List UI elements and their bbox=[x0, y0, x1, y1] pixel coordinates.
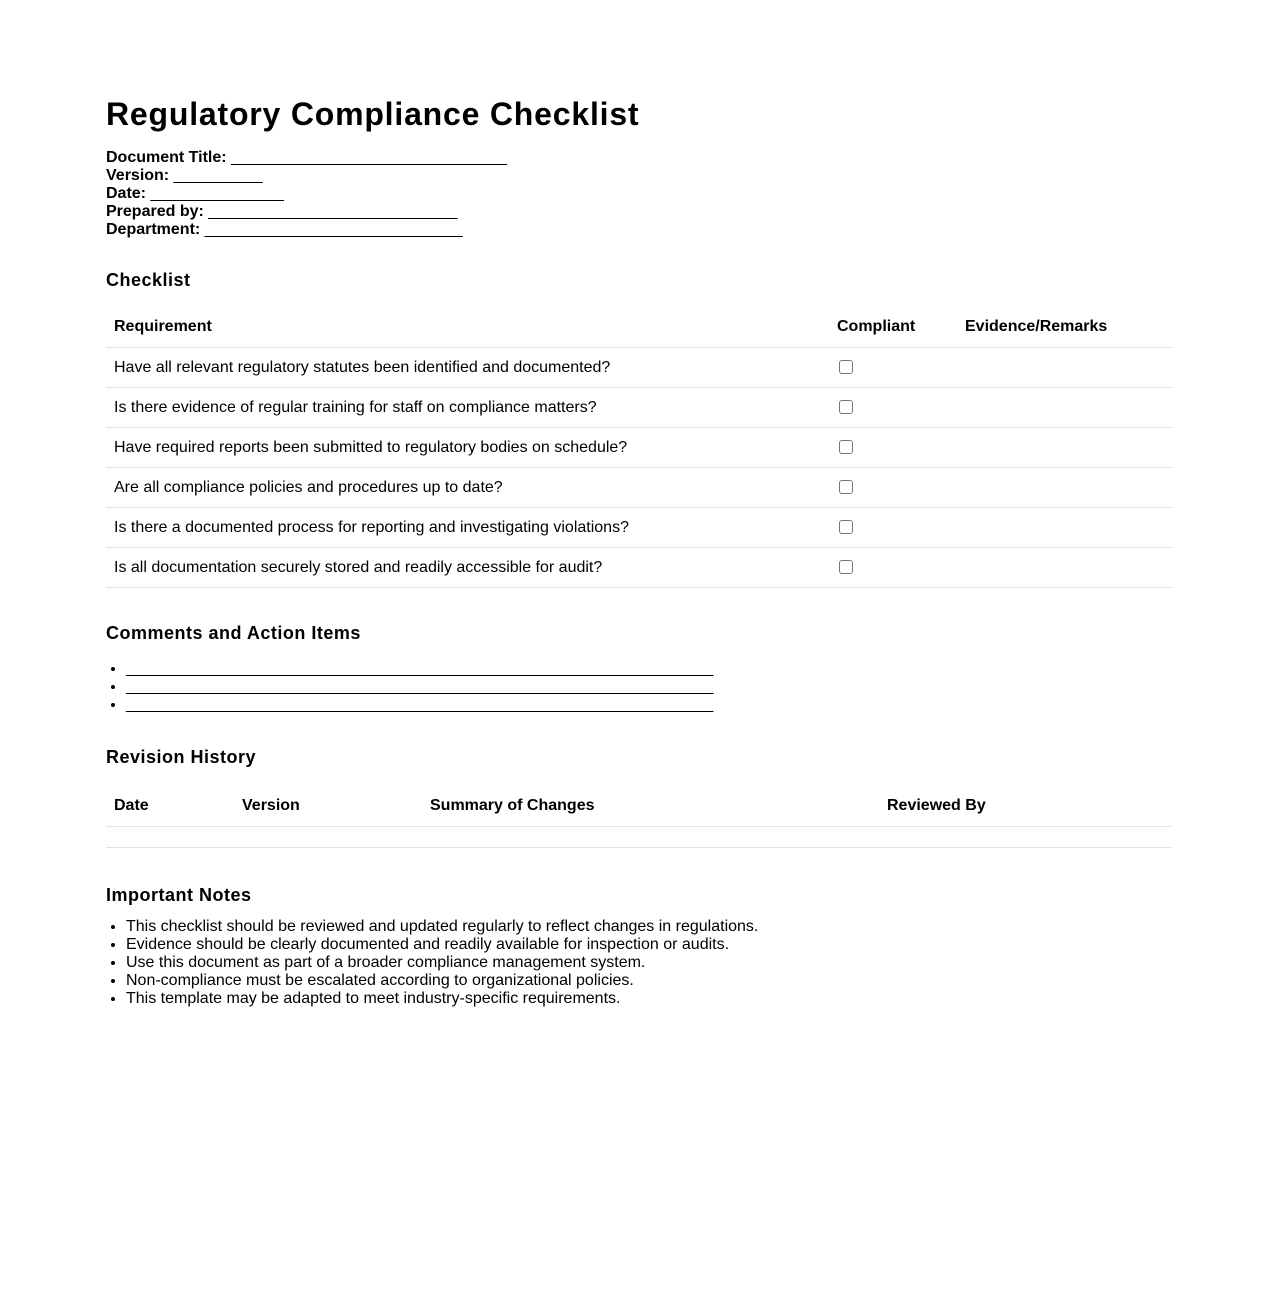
evidence-cell[interactable] bbox=[957, 348, 1172, 388]
revision-cell[interactable] bbox=[106, 827, 234, 848]
revision-cell[interactable] bbox=[422, 827, 879, 848]
checklist-header-row bbox=[106, 307, 1172, 348]
compliant-checkbox[interactable] bbox=[839, 480, 853, 494]
compliant-checkbox[interactable] bbox=[839, 520, 853, 534]
evidence-cell[interactable] bbox=[957, 468, 1172, 508]
page-title: Regulatory Compliance Checklist bbox=[106, 96, 640, 132]
revision-heading: Revision History bbox=[106, 747, 257, 767]
column-header-requirement: Requirement bbox=[106, 307, 829, 348]
revision-cell[interactable] bbox=[234, 827, 422, 848]
compliant-cell bbox=[829, 388, 957, 428]
table-row bbox=[106, 348, 1172, 388]
list-item: • Non-compliance must be escalated according to organizational policies. bbox=[126, 972, 1172, 990]
table-row bbox=[106, 468, 1172, 508]
notes-heading: Important Notes bbox=[106, 885, 252, 905]
comment-blank-line[interactable]: • __________________________________________________________________ bbox=[126, 678, 1172, 696]
requirement-cell: Have all relevant regulatory statutes been identified and documented? bbox=[106, 348, 829, 388]
comment-blank-line[interactable]: • __________________________________________________________________ bbox=[126, 660, 1172, 678]
meta-label: Prepared by: bbox=[106, 203, 204, 220]
column-header-reviewed-by: Reviewed By bbox=[879, 786, 1172, 827]
compliant-cell bbox=[829, 348, 957, 388]
meta-label: Date: bbox=[106, 185, 147, 202]
evidence-cell[interactable] bbox=[957, 508, 1172, 548]
meta-blank: _____________________________ bbox=[204, 221, 463, 238]
compliant-cell bbox=[829, 508, 957, 548]
requirement-cell: Are all compliance policies and procedures up to date? bbox=[106, 468, 829, 508]
compliant-cell bbox=[829, 468, 957, 508]
meta-department bbox=[106, 221, 1172, 239]
meta-blank: ____________________________ bbox=[208, 203, 458, 220]
comments-heading: Comments and Action Items bbox=[106, 623, 361, 643]
revision-section bbox=[106, 746, 1172, 848]
requirement-cell: Is all documentation securely stored and readily accessible for audit? bbox=[106, 548, 829, 588]
compliant-cell bbox=[829, 428, 957, 468]
evidence-cell[interactable] bbox=[957, 428, 1172, 468]
checklist-heading: Checklist bbox=[106, 270, 191, 290]
table-row bbox=[106, 388, 1172, 428]
column-header-compliant: Compliant bbox=[829, 307, 957, 348]
compliant-checkbox[interactable] bbox=[839, 400, 853, 414]
list-item: • This checklist should be reviewed and updated regularly to reflect changes in regulations. bbox=[126, 918, 1172, 936]
revision-header-row bbox=[106, 786, 1172, 827]
list-item: • Use this document as part of a broader compliance management system. bbox=[126, 954, 1172, 972]
table-row bbox=[106, 428, 1172, 468]
table-row bbox=[106, 508, 1172, 548]
table-row bbox=[106, 827, 1172, 848]
list-item: • Evidence should be clearly documented and readily available for inspection or audits. bbox=[126, 936, 1172, 954]
column-header-summary: Summary of Changes bbox=[422, 786, 879, 827]
compliant-checkbox[interactable] bbox=[839, 360, 853, 374]
notes-list bbox=[106, 918, 1172, 1008]
evidence-cell[interactable] bbox=[957, 548, 1172, 588]
column-header-evidence: Evidence/Remarks bbox=[957, 307, 1172, 348]
meta-label: Version: bbox=[106, 167, 170, 184]
comments-section bbox=[106, 622, 1172, 714]
requirement-cell: Is there evidence of regular training for staff on compliance matters? bbox=[106, 388, 829, 428]
compliant-checkbox[interactable] bbox=[839, 440, 853, 454]
meta-label: Document Title: bbox=[106, 149, 227, 166]
requirement-cell: Is there a documented process for reporting and investigating violations? bbox=[106, 508, 829, 548]
checklist-section bbox=[106, 269, 1172, 588]
meta-document-title bbox=[106, 149, 1172, 167]
compliant-cell bbox=[829, 548, 957, 588]
meta-blank: _______________________________ bbox=[231, 149, 507, 166]
comments-list bbox=[106, 660, 1172, 714]
list-item: • This template may be adapted to meet industry-specific requirements. bbox=[126, 990, 1172, 1008]
meta-version bbox=[106, 167, 1172, 185]
meta-blank: _______________ bbox=[150, 185, 284, 202]
meta-label: Department: bbox=[106, 221, 201, 238]
notes-section bbox=[106, 884, 1172, 1008]
checklist-table bbox=[106, 307, 1172, 588]
document-page bbox=[106, 92, 1172, 1008]
column-header-version: Version bbox=[234, 786, 422, 827]
comment-blank-line[interactable]: • __________________________________________________________________ bbox=[126, 696, 1172, 714]
table-row bbox=[106, 548, 1172, 588]
meta-prepared-by bbox=[106, 203, 1172, 221]
evidence-cell[interactable] bbox=[957, 388, 1172, 428]
column-header-date: Date bbox=[106, 786, 234, 827]
revision-table bbox=[106, 786, 1172, 848]
document-meta bbox=[106, 149, 1172, 239]
meta-date bbox=[106, 185, 1172, 203]
meta-blank: __________ bbox=[173, 167, 263, 184]
compliant-checkbox[interactable] bbox=[839, 560, 853, 574]
requirement-cell: Have required reports been submitted to regulatory bodies on schedule? bbox=[106, 428, 829, 468]
revision-cell[interactable] bbox=[879, 827, 1172, 848]
